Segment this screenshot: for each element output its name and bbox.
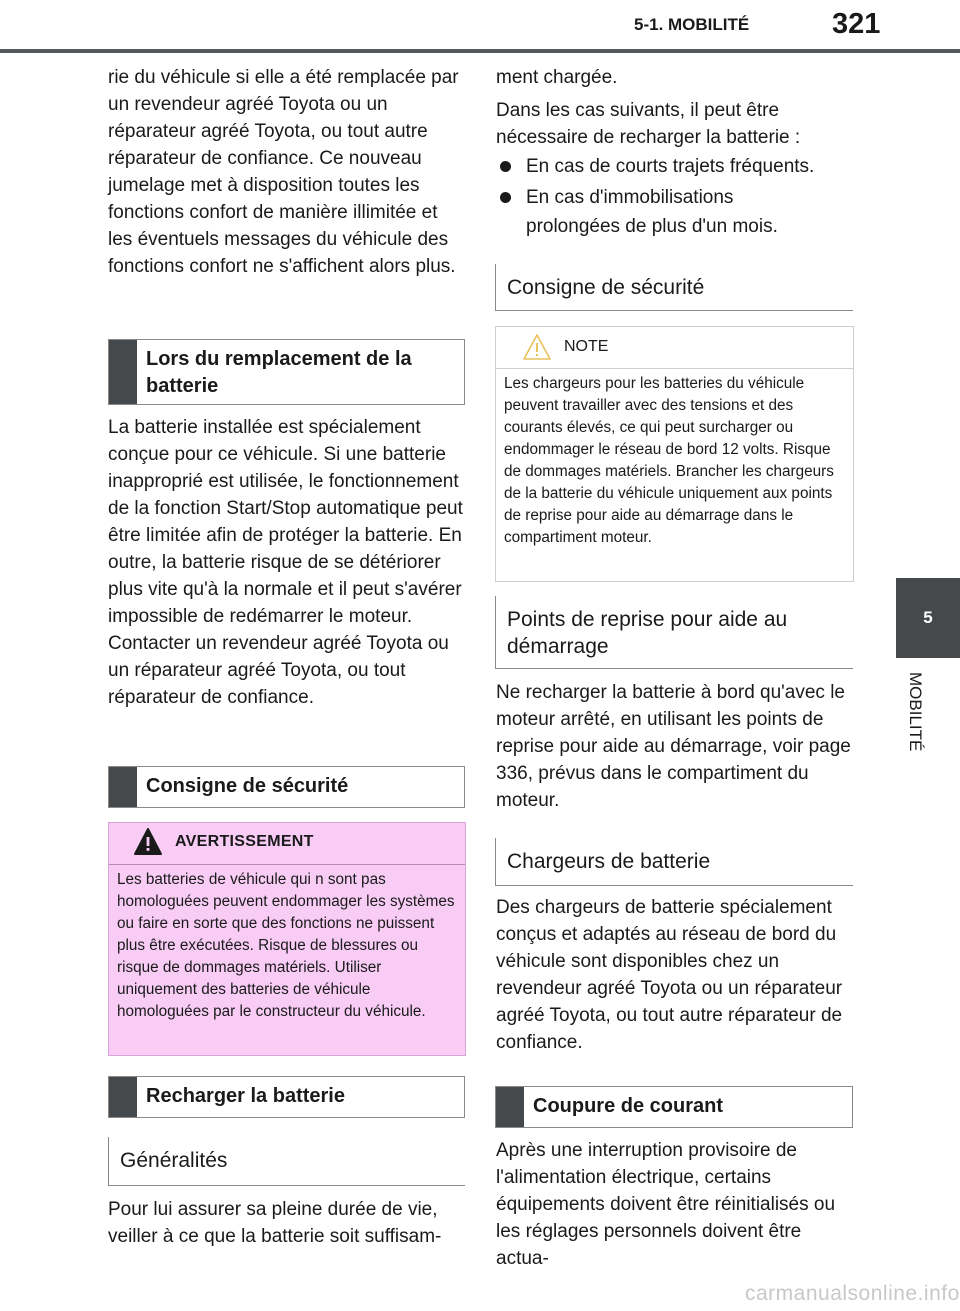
list-item [500, 183, 856, 241]
page-number: 321 [832, 8, 881, 40]
heading-general [108, 1137, 465, 1186]
heading-chargers [495, 838, 853, 886]
heading-recharge-text: Recharger la batterie [146, 1085, 345, 1107]
paragraph-general: Pour lui assurer sa pleine durée de vie, veiller à ce que la batterie soit suffisam- [108, 1199, 442, 1247]
caution-triangle-icon [522, 333, 552, 361]
chapter-label-text: MOBILITÉ [906, 672, 925, 752]
warning-box [108, 822, 466, 1056]
warning-triangle-icon [133, 827, 163, 856]
list-item [500, 152, 856, 181]
note-text: Les chargeurs pour les batteries du véhicule peuvent travailler avec des tensions et des courants élevés, ce qui peut surcharger ou endommager le réseau de bord 12 volts. Risque de dommages matériels. Brancher les chargeurs de la batterie du véhicule uniquement aux points de reprise pour aide au démarrage dans le compartiment moteur. [504, 375, 834, 546]
heading-bar [109, 767, 137, 807]
bullet-dot [500, 161, 511, 172]
paragraph-replacement: La batterie installée est spécialement conçue pour ce véhicule. Si une batterie inapproprié est utilisée, le fonctionnement de la fonction Start/Stop automatique peut être limitée afin de protéger la batterie. En outre, la batterie risque de se détériorer plus vite qu'à la normale et il peut s'avérer impossible de redémarrer le moteur. Contacter un revendeur agréé Toyota ou un réparateur agréé Toyota, ou tout réparateur de confiance. [108, 417, 463, 708]
warning-text: Les batteries de véhicule qui n sont pas homologuées peuvent endommager les systèmes ou faire en sorte que des fonctions ne puissent plus être exécutées. Risque de blessures ou risque de dommages matériels. Utiliser uniquement des batteries de véhicule homologuées par le constructeur du véhicule. [117, 871, 455, 1020]
chapter-tab: 5 [896, 578, 960, 658]
section-title: 5-1. MOBILITÉ [634, 15, 750, 34]
header-rule [0, 49, 960, 53]
bullet-dot [500, 192, 511, 203]
heading-replacement-text: Lors du remplacement de la batterie [146, 348, 412, 397]
paragraph-pairing: rie du véhicule si elle a été remplacée par un revendeur agréé Toyota ou un réparateur agréé Toyota, ou tout autre réparateur de confiance. Ce nouveau jumelage met à disposition toutes les fonctions confort de manière illimitée et les éventuels messages du véhicule des fonctions confort ne s'affichent alors plus. [108, 67, 459, 277]
paragraph-charged: ment chargée. [496, 67, 618, 88]
heading-power-cut [495, 1086, 853, 1128]
heading-replacement [108, 339, 465, 405]
warning-header [109, 823, 465, 865]
paragraph-chargers: Des chargeurs de batterie spécialement conçus et adaptés au réseau de bord du véhicule sont disponibles chez un revendeur agréé Toyota ou un réparateur agréé Toyota, ou tout autre réparateur de confiance. [496, 897, 843, 1053]
heading-jump-points-text: Points de reprise pour aide au démarrage [507, 608, 788, 658]
heading-jump-points [495, 596, 853, 669]
paragraph-jump-points: Ne recharger la batterie à bord qu'avec le moteur arrêté, en utilisant les points de reprise pour aide au démarrage, voir page 336, prévus dans le compartiment du moteur. [496, 682, 851, 811]
note-header [496, 327, 853, 369]
note-box [495, 326, 854, 582]
heading-chargers-text: Chargeurs de batterie [507, 850, 711, 873]
list-item-text: En cas d'immobilisations prolongées de plus d'un mois. [526, 187, 778, 237]
heading-bar [109, 340, 137, 404]
heading-safety-left [108, 766, 465, 808]
paragraph-power-cut: Après une interruption provisoire de l'alimentation électrique, certains équipements doivent être réinitialisés ou les réglages personnels doivent être actua- [496, 1140, 836, 1269]
heading-recharge [108, 1076, 465, 1118]
heading-safety-right [495, 264, 853, 311]
heading-safety-right-text: Consigne de sécurité [507, 276, 705, 299]
heading-power-cut-text: Coupure de courant [533, 1095, 724, 1117]
chapter-label [903, 672, 927, 772]
heading-safety-left-text: Consigne de sécurité [146, 775, 349, 797]
heading-bar [109, 1077, 137, 1117]
heading-bar [496, 1087, 524, 1127]
watermark-text: carmanualsonline.info [745, 1282, 960, 1305]
list-item-text: En cas de courts trajets fréquents. [526, 156, 815, 177]
paragraph-cases: Dans les cas suivants, il peut être nécessaire de recharger la batterie : [496, 100, 801, 148]
note-title: NOTE [564, 338, 609, 355]
warning-title: AVERTISSEMENT [175, 833, 314, 850]
heading-general-text: Généralités [120, 1149, 228, 1172]
